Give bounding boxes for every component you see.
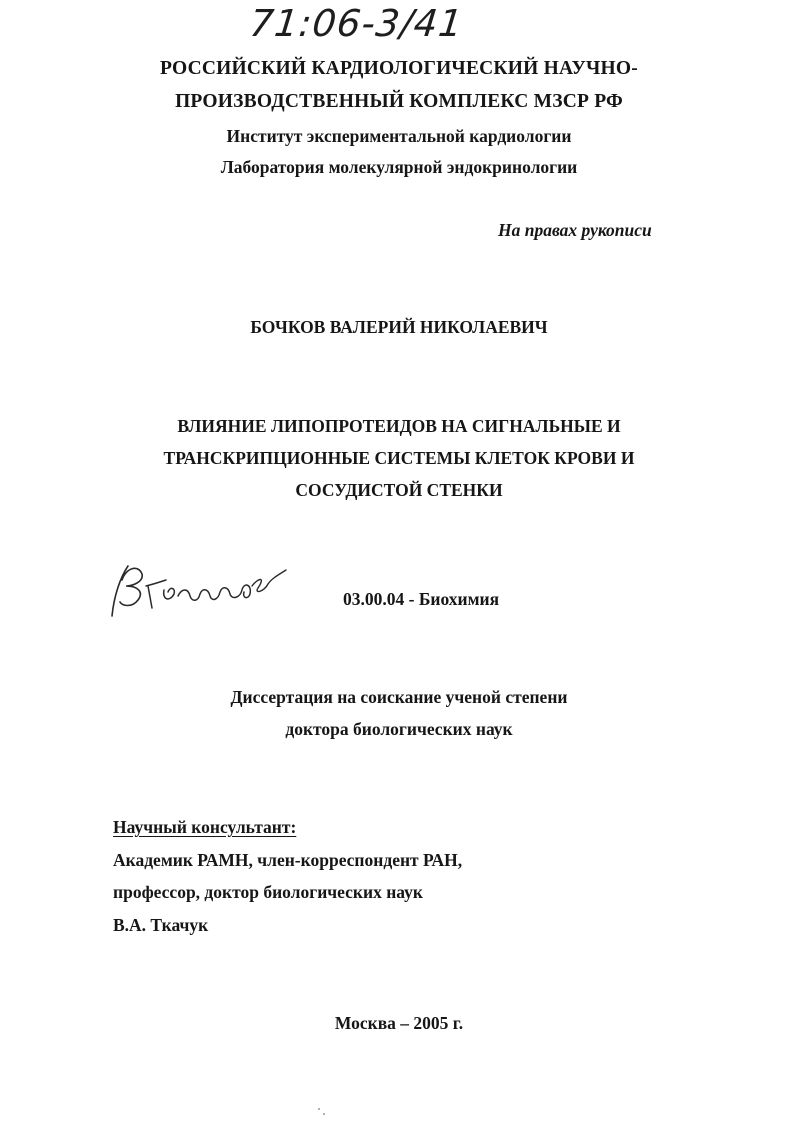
laboratory-name: Лаборатория молекулярной эндокринологии — [220, 157, 578, 177]
manuscript-rights-note: На правах рукописи — [498, 220, 652, 240]
author-name: БОЧКОВ ВАЛЕРИЙ НИКОЛАЕВИЧ — [250, 317, 548, 337]
author-signature — [108, 556, 288, 624]
institute-name: Институт экспериментальной кардиологии — [226, 126, 572, 146]
thesis-title-line-1: ВЛИЯНИЕ ЛИПОПРОТЕИДОВ НА СИГНАЛЬНЫЕ И — [177, 416, 621, 436]
consultant-label: Научный консультант: — [113, 817, 297, 837]
signature-text: Бочков — [108, 556, 111, 557]
scan-speck — [323, 1113, 325, 1115]
archive-number: 71:06-3/41 — [247, 2, 466, 45]
consultant-title-1: Академик РАМН, член-корреспондент РАН, — [113, 850, 463, 870]
consultant-name: В.А. Ткачук — [113, 915, 209, 935]
thesis-title-line-3: СОСУДИСТОЙ СТЕНКИ — [295, 480, 503, 500]
organization-line-1: РОССИЙСКИЙ КАРДИОЛОГИЧЕСКИЙ НАУЧНО- — [160, 58, 638, 79]
organization-line-2: ПРОИЗВОДСТВЕННЫЙ КОМПЛЕКС МЗСР РФ — [175, 91, 623, 112]
thesis-title-line-2: ТРАНСКРИПЦИОННЫЕ СИСТЕМЫ КЛЕТОК КРОВИ И — [163, 448, 635, 468]
city-year: Москва – 2005 г. — [334, 1013, 464, 1033]
scan-speck — [318, 1108, 320, 1110]
specialty-code: 03.00.04 - Биохимия — [343, 589, 500, 609]
dissertation-line-1: Диссертация на соискание ученой степени — [230, 687, 568, 707]
consultant-title-2: профессор, доктор биологических наук — [113, 882, 423, 902]
dissertation-line-2: доктора биологических наук — [285, 719, 513, 739]
